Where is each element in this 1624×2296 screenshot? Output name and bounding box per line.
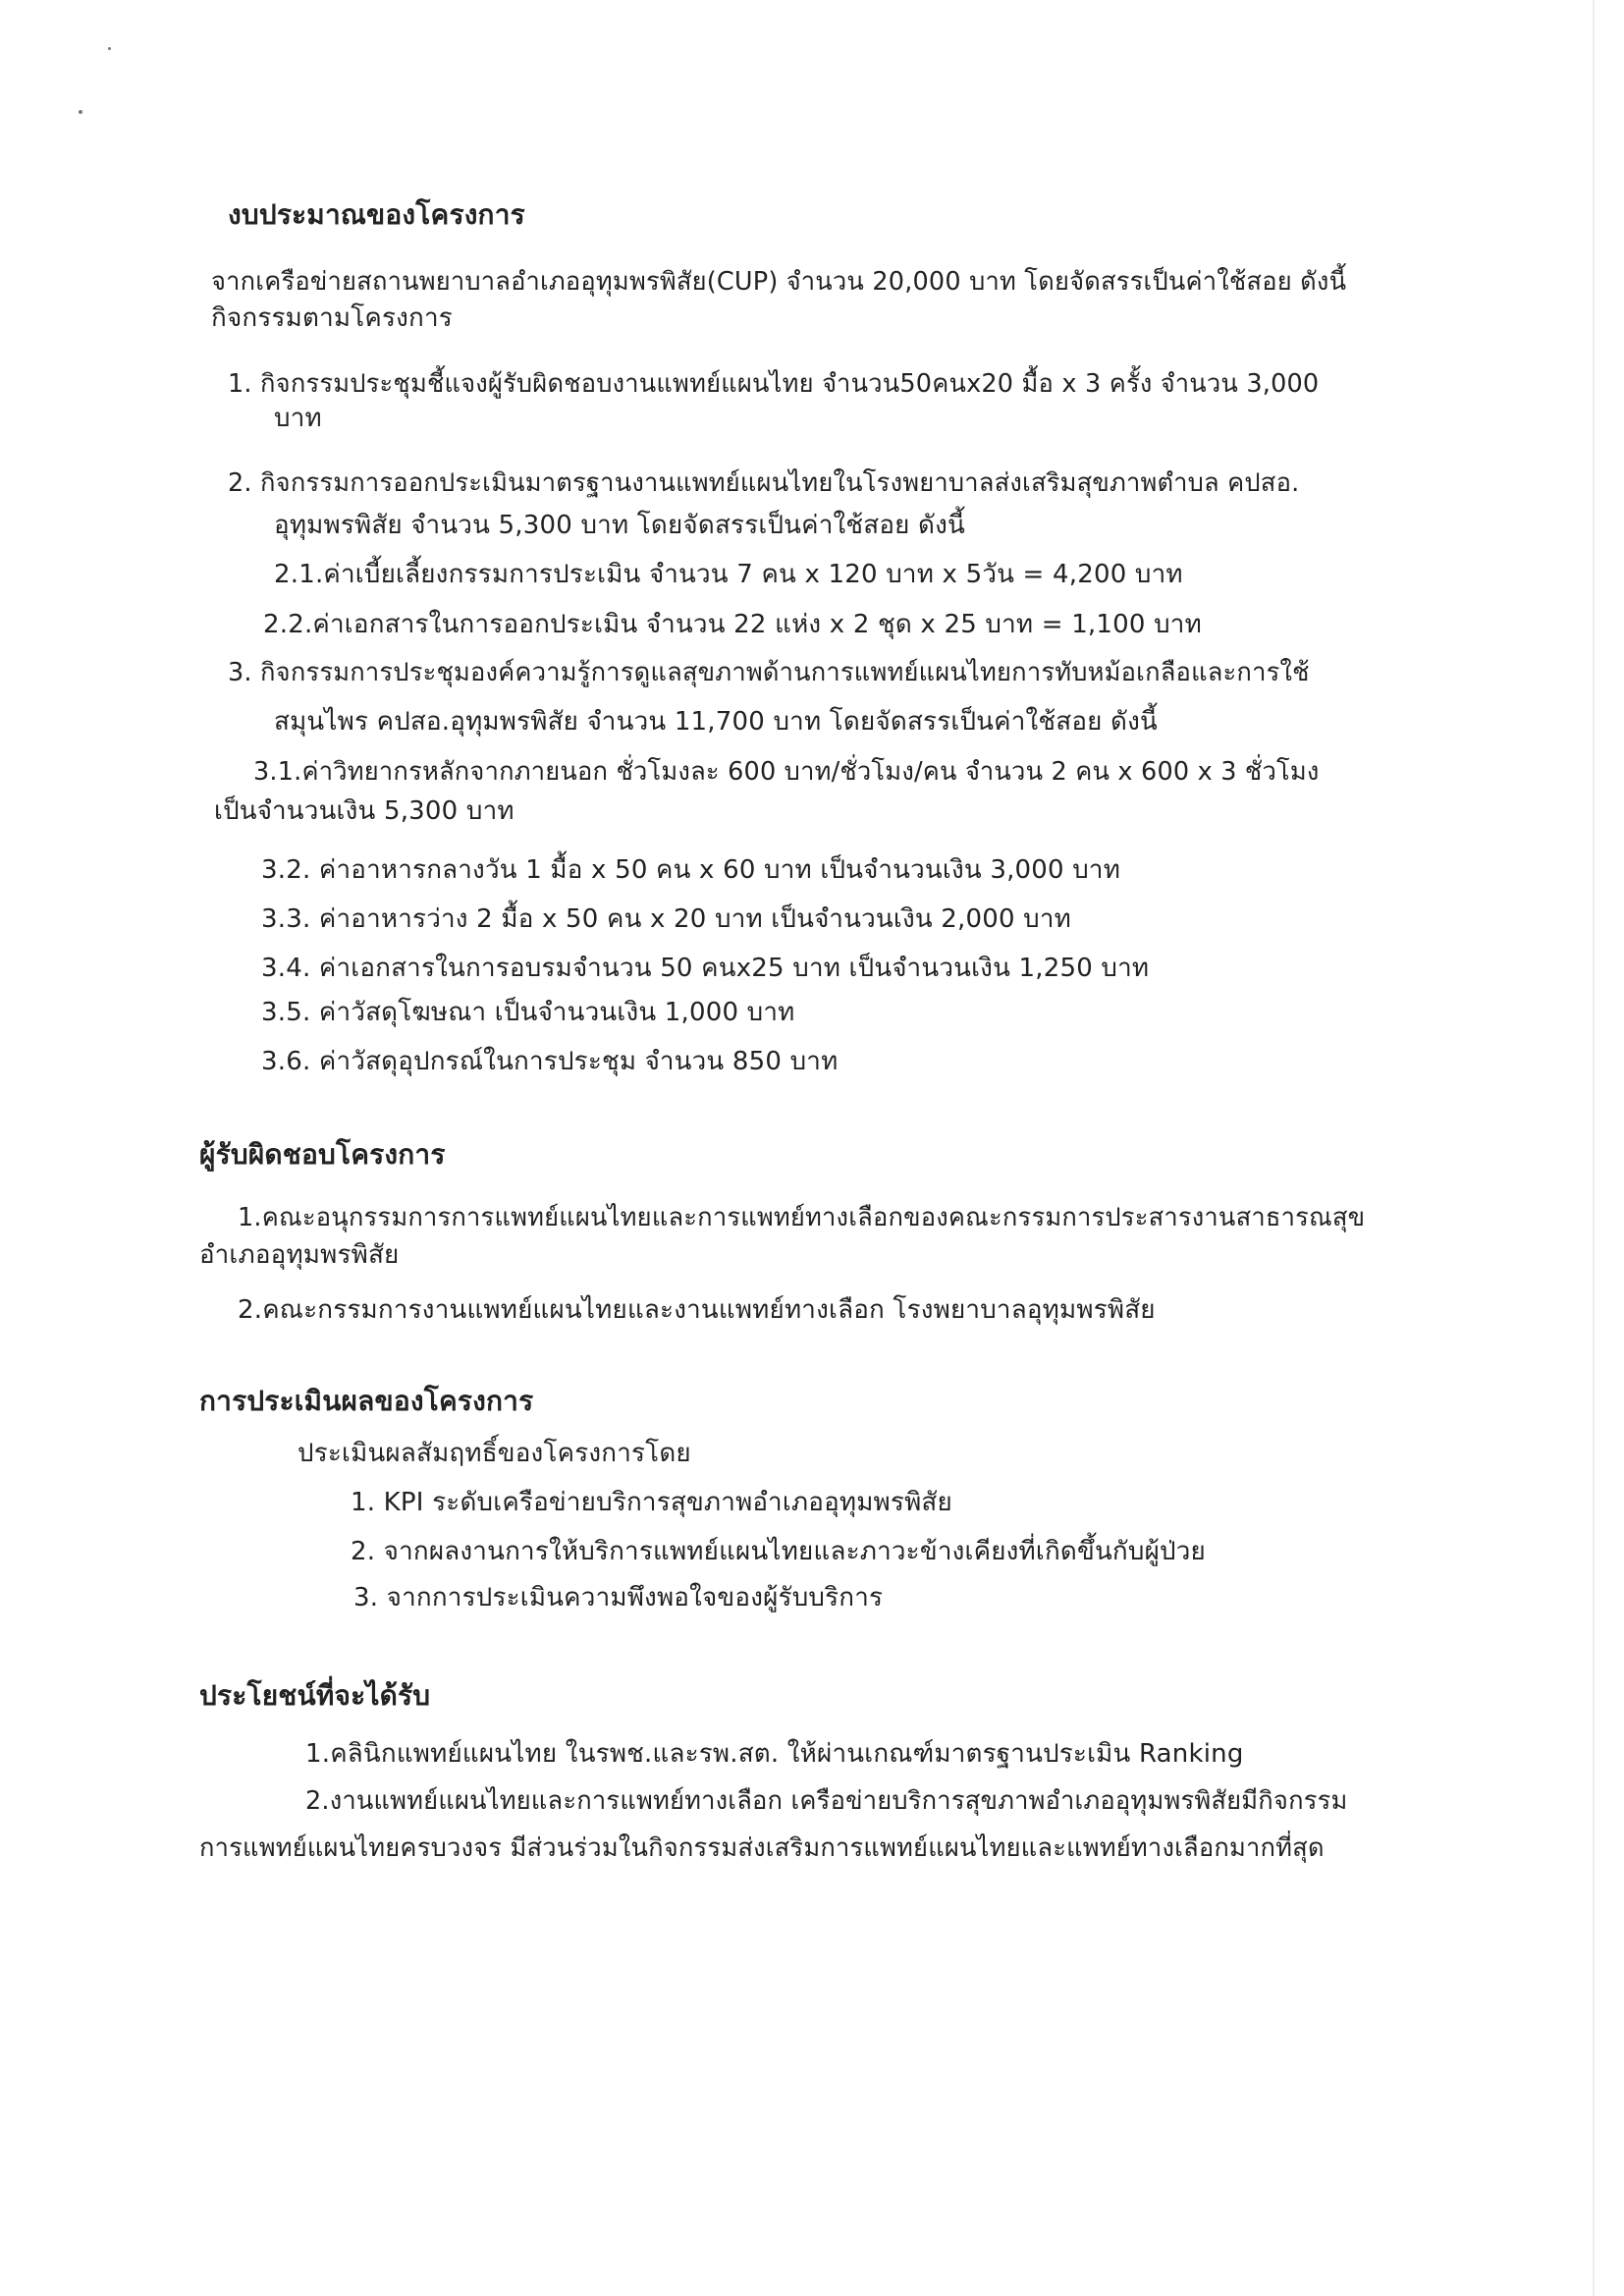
budget-item-2-2: 2.2.ค่าเอกสารในการออกประเมิน จำนวน 22 แห่ง x 2 ชุด x 25 บาท = 1,100 บาท: [263, 610, 1202, 639]
evaluation-heading: การประเมินผลของโครงการ: [199, 1385, 534, 1417]
budget-item-2: 2. กิจกรรมการออกประเมินมาตรฐานงานแพทย์แผนไทยในโรงพยาบาลส่งเสริมสุขภาพตำบล คปสอ.: [228, 468, 1300, 498]
budget-item-3-5: 3.5. ค่าวัสดุโฆษณา เป็นจำนวนเงิน 1,000 บาท: [261, 998, 795, 1027]
responsible-item-1-cont: อำเภออุทุมพรพิสัย: [199, 1240, 400, 1270]
budget-item-3-1: 3.1.ค่าวิทยากรหลักจากภายนอก ชั่วโมงละ 600 บาท/ชั่วโมง/คน จำนวน 2 คน x 600 x 3 ชั่วโมง: [253, 757, 1320, 787]
budget-item-3-4: 3.4. ค่าเอกสารในการอบรมจำนวน 50 คนx25 บาท เป็นจำนวนเงิน 1,250 บาท: [261, 954, 1150, 983]
benefits-item-2: 2.งานแพทย์แผนไทยและการแพทย์ทางเลือก เครือข่ายบริการสุขภาพอำเภออุทุมพรพิสัยมีกิจกรรม: [305, 1786, 1348, 1816]
budget-item-3-1-cont: เป็นจำนวนเงิน 5,300 บาท: [214, 796, 514, 826]
budget-item-2-cont: อุทุมพรพิสัย จำนวน 5,300 บาท โดยจัดสรรเป็นค่าใช้สอย ดังนี้: [274, 511, 965, 540]
budget-heading: งบประมาณของโครงการ: [228, 198, 525, 231]
budget-item-1-cont: บาท: [274, 404, 322, 433]
budget-item-3-3: 3.3. ค่าอาหารว่าง 2 มื้อ x 50 คน x 20 บาท เป็นจำนวนเงิน 2,000 บาท: [261, 904, 1072, 934]
budget-item-3-6: 3.6. ค่าวัสดุอุปกรณ์ในการประชุม จำนวน 850 บาท: [261, 1047, 839, 1076]
benefits-item-1: 1.คลินิกแพทย์แผนไทย ในรพช.และรพ.สต. ให้ผ่านเกณฑ์มาตรฐานประเมิน Ranking: [305, 1739, 1244, 1769]
evaluation-item-1: 1. KPI ระดับเครือข่ายบริการสุขภาพอำเภออุทุมพรพิสัย: [351, 1488, 952, 1517]
scan-edge: [1593, 0, 1595, 2296]
scan-speck: [108, 47, 111, 50]
budget-item-3: 3. กิจกรรมการประชุมองค์ความรู้การดูแลสุขภาพด้านการแพทย์แผนไทยการทับหม้อเกลือและการใช้: [228, 658, 1310, 687]
responsible-heading: ผู้รับผิดชอบโครงการ: [199, 1138, 446, 1171]
budget-intro: จากเครือข่ายสถานพยาบาลอำเภออุทุมพรพิสัย(CUP) จำนวน 20,000 บาท โดยจัดสรรเป็นค่าใช้สอย ดังนี้: [211, 267, 1347, 297]
benefits-heading: ประโยชน์ที่จะได้รับ: [199, 1679, 431, 1712]
budget-activities-label: กิจกรรมตามโครงการ: [211, 303, 453, 333]
evaluation-item-3: 3. จากการประเมินความพึงพอใจของผู้รับบริการ: [353, 1583, 884, 1613]
responsible-item-1: 1.คณะอนุกรรมการการแพทย์แผนไทยและการแพทย์ทางเลือกของคณะกรรมการประสารงานสาธารณสุข: [238, 1203, 1366, 1232]
budget-item-1: 1. กิจกรรมประชุมชี้แจงผู้รับผิดชอบงานแพทย์แผนไทย จำนวน50คนx20 มื้อ x 3 ครั้ง จำนวน 3,000: [228, 369, 1320, 399]
responsible-item-2: 2.คณะกรรมการงานแพทย์แผนไทยและงานแพทย์ทางเลือก โรงพยาบาลอุทุมพรพิสัย: [238, 1295, 1156, 1325]
budget-item-2-1: 2.1.ค่าเบี้ยเลี้ยงกรรมการประเมิน จำนวน 7 คน x 120 บาท x 5วัน = 4,200 บาท: [274, 560, 1183, 589]
evaluation-item-2: 2. จากผลงานการให้บริการแพทย์แผนไทยและภาวะข้างเคียงที่เกิดขึ้นกับผู้ป่วย: [351, 1537, 1206, 1566]
benefits-item-2-cont: การแพทย์แผนไทยครบวงจร มีส่วนร่วมในกิจกรรมส่งเสริมการแพทย์แผนไทยและแพทย์ทางเลือกมากที่สุด: [199, 1833, 1325, 1863]
budget-item-3-cont: สมุนไพร คปสอ.อุทุมพรพิสัย จำนวน 11,700 บาท โดยจัดสรรเป็นค่าใช้สอย ดังนี้: [274, 707, 1159, 737]
scan-speck: [79, 110, 82, 114]
budget-item-3-2: 3.2. ค่าอาหารกลางวัน 1 มื้อ x 50 คน x 60 บาท เป็นจำนวนเงิน 3,000 บาท: [261, 855, 1121, 885]
evaluation-intro: ประเมินผลสัมฤทธิ์ของโครงการโดย: [298, 1439, 691, 1468]
